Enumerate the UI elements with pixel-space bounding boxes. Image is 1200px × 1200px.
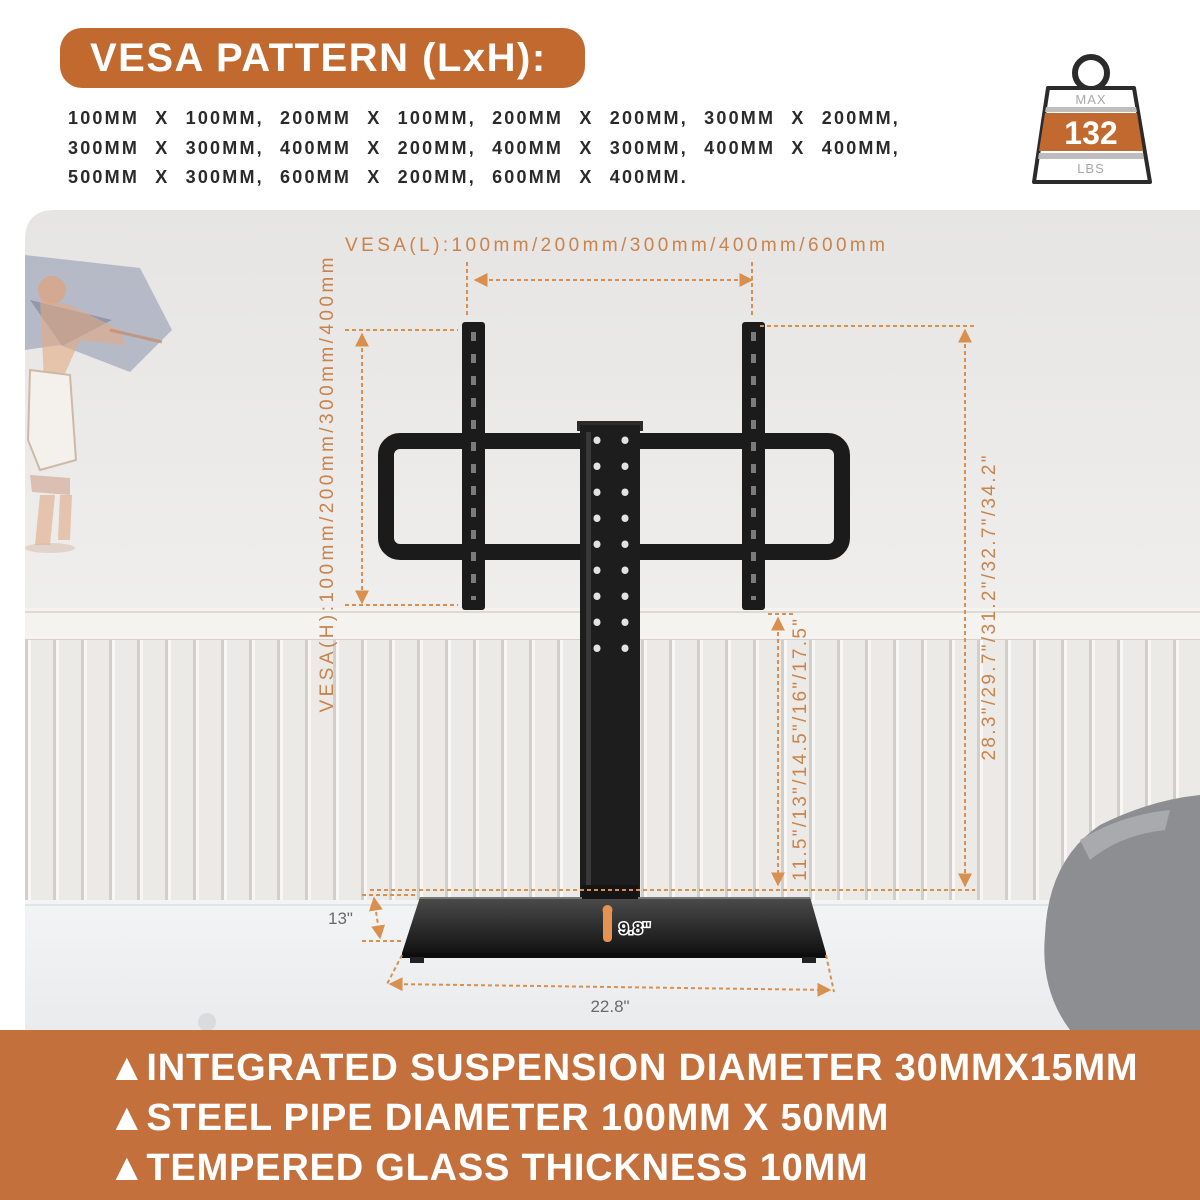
base-center-label: 9.8" (619, 919, 651, 938)
painting-figure-head (38, 276, 66, 304)
weight-value: 132 (1064, 115, 1118, 151)
total-height-label: 28.3"/29.7"/31.2"/32.7"/34.2" (979, 455, 1001, 761)
vesa-h-label: VESA(H):100mm/200mm/300mm/400mm (317, 257, 339, 713)
kettlebell-stripe-top (1045, 107, 1137, 112)
kettlebell-handle (1075, 57, 1107, 89)
base-width-label: 22.8" (590, 997, 630, 1016)
weight-max-label: MAX (1075, 92, 1107, 107)
painting-figure-belt (30, 475, 70, 495)
vesa-l-label: VESA(L):100mm/200mm/300mm/400mm/600mm (345, 235, 886, 256)
vesa-pattern-line: 100MM X 100MM, 200MM X 100MM, 200MM X 200MM, 300MM X 200MM, (68, 108, 901, 128)
painting-figure-cloth (28, 370, 76, 470)
base-foot-right (802, 957, 816, 963)
feature-band (0, 1030, 1200, 1200)
vesa-pattern-title: VESA PATTERN (LxH): (60, 28, 585, 88)
base-foot-left (410, 957, 424, 963)
base-center-marker-knob (603, 905, 613, 915)
steel-pipe-highlight (586, 432, 591, 887)
table-knob (198, 1013, 216, 1031)
base-depth-label: 13" (328, 909, 353, 928)
weight-unit-label: LBS (1077, 161, 1105, 176)
glass-base (402, 897, 826, 953)
feature-item: ▲INTEGRATED SUSPENSION DIAMETER 30MMX15MM (108, 1047, 1139, 1089)
kettlebell-weight-icon (1030, 48, 1155, 188)
feature-item: ▲STEEL PIPE DIAMETER 100MM X 50MM (108, 1097, 890, 1139)
glass-base-front-edge (402, 953, 826, 958)
pipe-height-label: 11.5"/13"/14.5"/16"/17.5" (790, 619, 812, 881)
vesa-pattern-line: 500MM X 300MM, 600MM X 200MM, 600MM X 400MM. (68, 167, 688, 187)
feature-item: ▲TEMPERED GLASS THICKNESS 10MM (108, 1147, 869, 1189)
painting-figure-leg-right (58, 495, 72, 540)
pipe-base-collar (582, 885, 638, 899)
feature-list (108, 1043, 1138, 1193)
vesa-pattern-list (68, 104, 900, 193)
painting-ground-shadow (25, 543, 75, 553)
vesa-pattern-line: 300MM X 300MM, 400MM X 200MM, 400MM X 300MM, 400MM X 400MM, (68, 137, 901, 158)
kettlebell-stripe-bottom (1038, 153, 1144, 159)
